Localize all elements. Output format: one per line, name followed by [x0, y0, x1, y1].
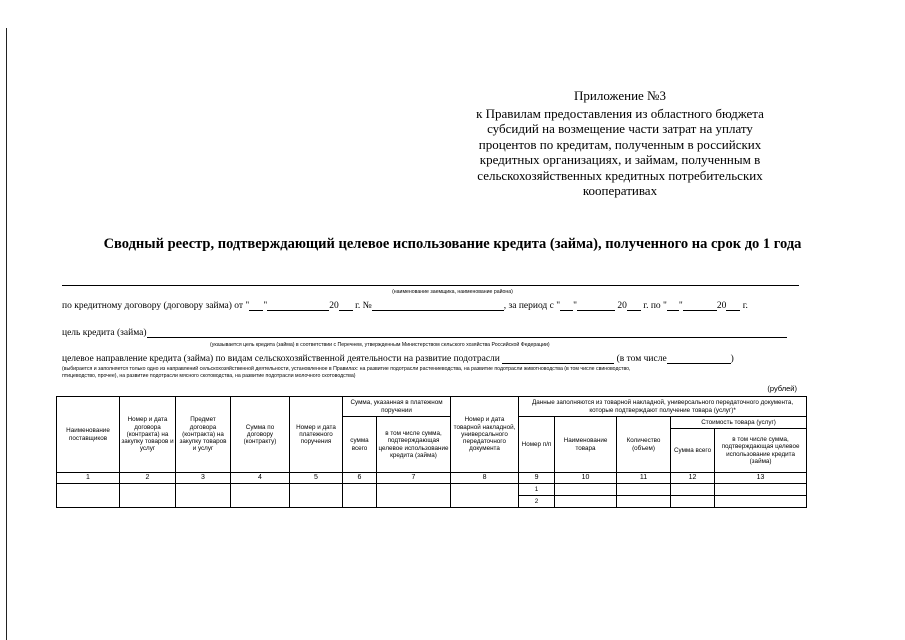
cell-supplier[interactable] [57, 484, 120, 508]
contract-text: г. № [355, 301, 372, 311]
cell-cost-incl[interactable] [715, 496, 807, 508]
cell-sum-total[interactable] [343, 484, 377, 508]
direction-hint: птицеводство, прочее), на развитие подотрасли мясного скотоводства, на развитие подотрасли молочного скотоводства) [62, 373, 356, 379]
from-day-field[interactable] [560, 300, 573, 311]
appendix-line: кооперативах [582, 183, 658, 198]
header-payment-order: Номер и дата платежного поручения [290, 397, 343, 473]
direction-label: целевое направление кредита (займа) по видам сельскохозяйственной деятельности на развитие подотрасли [62, 354, 500, 364]
contract-text: г. [742, 301, 748, 311]
header-goods-name: Наименование товара [555, 417, 617, 473]
cell-qty[interactable] [617, 496, 671, 508]
cell-sum-contract[interactable] [231, 484, 290, 508]
to-year-field[interactable] [726, 300, 740, 311]
cell-incl-target[interactable] [377, 484, 451, 508]
header-cost-total: Сумма всего [671, 429, 715, 473]
subsector-incl-field[interactable] [667, 353, 731, 364]
header-cost-incl: в том числе сумма, подтверждающая целевое использование кредита (займа) [715, 429, 807, 473]
cell-contract[interactable] [120, 484, 176, 508]
contract-line [62, 300, 748, 311]
purpose-hint: (указывается цель кредита (займа) в соответствии с Перечнем, утвержденным Министерством сельского хозяйства Российской Федерации) [210, 342, 550, 348]
year-field[interactable] [339, 300, 353, 311]
subsector-field[interactable] [502, 353, 614, 364]
cell-invoice[interactable] [451, 484, 519, 508]
cell-subject[interactable] [176, 484, 231, 508]
contract-text: 20 [617, 301, 627, 311]
appendix-block [440, 88, 800, 199]
appendix-line: к Правилам предоставления из областного бюджета [476, 105, 764, 121]
header-supplier: Наименование поставщиков [57, 397, 120, 473]
cell-cost-total[interactable] [671, 484, 715, 496]
cell-cost-total[interactable] [671, 496, 715, 508]
direction-incl: (в том числе [616, 354, 667, 364]
appendix-line: кредитных организациях, и займам, полученным в [479, 152, 761, 167]
header-no: Номер п/п [519, 417, 555, 473]
contract-text: " [263, 301, 268, 311]
column-number: 6 [343, 473, 377, 484]
table-row [57, 484, 807, 496]
appendix-line: субсидий на возмещение части затрат на уплату [487, 121, 753, 136]
appendix-line: процентов по кредитам, полученным в российских [478, 136, 762, 152]
header-invoice-data: Данные заполняются из товарной накладной, универсального передаточного документа, которые подтверждают получение товара (услуг)* [519, 397, 807, 417]
column-number: 10 [555, 473, 617, 484]
purpose-field[interactable] [147, 327, 787, 338]
to-month-field[interactable] [683, 300, 717, 311]
cell-cost-incl[interactable] [715, 484, 807, 496]
column-number-row [57, 473, 807, 484]
direction-close: ) [730, 354, 734, 364]
header-sum-total: сумма всего [343, 417, 377, 473]
cell-goods-name[interactable] [555, 484, 617, 496]
appendix-number: Приложение №3 [574, 88, 666, 103]
header-contract: Номер и дата договора (контракта) на закупку товаров и услуг [120, 397, 176, 473]
from-year-field[interactable] [627, 300, 641, 311]
column-number: 13 [715, 473, 807, 484]
contract-text: " [678, 301, 683, 311]
contract-text: " [573, 301, 577, 311]
header-cost: Стоимость товара (услуг) [671, 417, 807, 429]
from-month-field[interactable] [577, 300, 615, 311]
contract-text: г. по " [643, 301, 667, 311]
contract-text: 20 [716, 301, 727, 311]
column-number: 1 [57, 473, 120, 484]
registry-table [56, 396, 807, 508]
header-sum-payment: Сумма, указанная в платежном поручении [343, 397, 451, 417]
purpose-label: цель кредита (займа) [62, 328, 147, 338]
day-field[interactable] [249, 300, 263, 311]
cell-qty[interactable] [617, 484, 671, 496]
direction-line [62, 353, 734, 364]
column-number: 8 [451, 473, 519, 484]
column-number: 7 [377, 473, 451, 484]
document-title: Сводный реестр, подтверждающий целевое использование кредита (займа), полученного на срок до 1 года [103, 236, 802, 252]
column-number: 4 [231, 473, 290, 484]
cell-goods-name[interactable] [555, 496, 617, 508]
borrower-hint: (наименование заемщика, наименование района) [392, 289, 513, 295]
column-number: 9 [519, 473, 555, 484]
header-qty: Количество (объем) [617, 417, 671, 473]
header-subject: Предмет договора (контракта) на закупку товаров и услуг [176, 397, 231, 473]
column-number: 5 [290, 473, 343, 484]
to-day-field[interactable] [667, 300, 679, 311]
column-number: 11 [617, 473, 671, 484]
purpose-line [62, 327, 787, 338]
cell-payment-order[interactable] [290, 484, 343, 508]
contract-text: по кредитному договору (договору займа) от " [62, 301, 250, 311]
currency-unit: (рублей) [767, 384, 797, 393]
page-edge-line [6, 28, 7, 640]
appendix-line: сельскохозяйственных кредитных потребительских [477, 167, 763, 183]
direction-hint: (выбирается и заполняется только одно из направлений сельскохозяйственной деятельности, установленное в Правилах: на развитие подотрасли растениеводства, на развитие подотрасли животноводства (в том числе свиноводство, [62, 366, 631, 372]
cell-row-number: 1 [519, 484, 555, 496]
column-number: 3 [176, 473, 231, 484]
contract-text: 20 [329, 301, 339, 311]
cell-row-number: 2 [519, 496, 555, 508]
header-invoice: Номер и дата товарной накладной, универсального передаточного документа [451, 397, 519, 473]
header-sum-contract: Сумма по договору (контракту) [231, 397, 290, 473]
column-number: 2 [120, 473, 176, 484]
number-field[interactable] [372, 300, 504, 311]
month-field[interactable] [267, 300, 329, 311]
contract-text: , за период с " [503, 301, 561, 311]
borrower-line [62, 285, 799, 286]
column-number: 12 [671, 473, 715, 484]
header-incl-target: в том числе сумма, подтверждающая целевое использование кредита (займа) [377, 417, 451, 473]
